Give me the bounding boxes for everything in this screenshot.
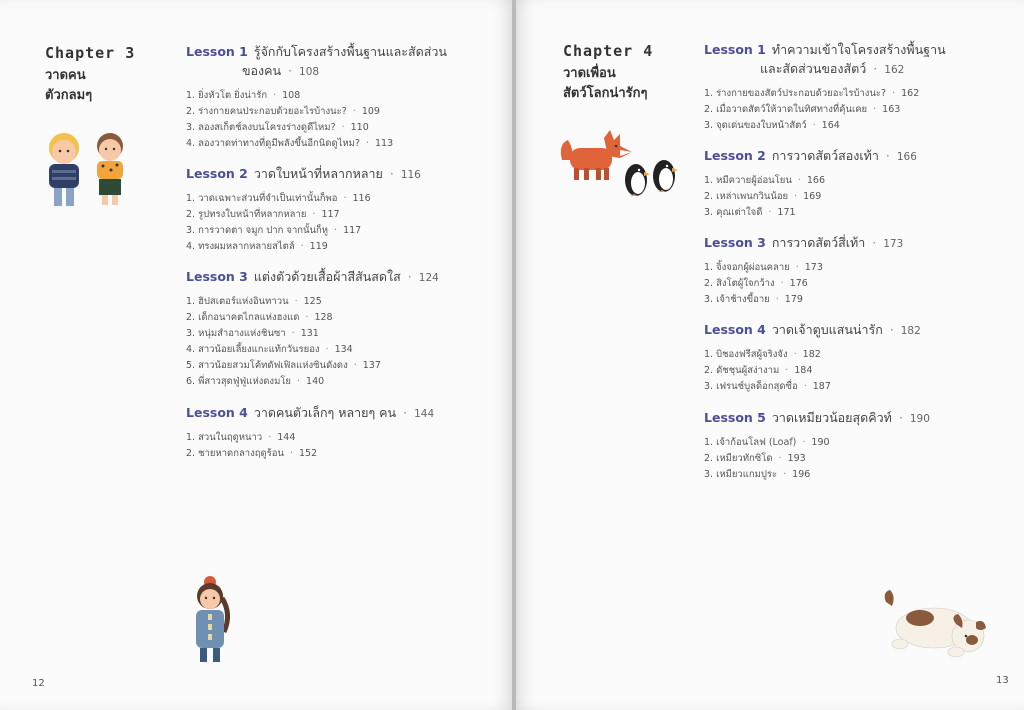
item-page: 164: [821, 120, 840, 131]
list-item: 1. ยิ่งหัวโต ยิ่งน่ารัก · 108: [186, 90, 301, 101]
item-text: 5. สาวน้อยสวมโค้ทดัฟเฟิลแห่งซินดังดง: [186, 360, 348, 371]
lesson-block: [186, 42, 486, 152]
lesson-heading: Lesson 2 การวาดสัตว์สองเท้า · 166: [704, 148, 917, 163]
item-text: 1. เจ้าก้อนโลฟ (Loaf): [704, 437, 797, 448]
item-page: 173: [804, 262, 823, 273]
item-page: 117: [343, 225, 362, 236]
lesson-block: [704, 408, 1004, 483]
list-item: 1. ฮิปสเตอร์แห่งอินทาวน · 125: [186, 296, 322, 307]
list-item: 4. สาวน้อยเลี้ยงแกะแท้กวันรยอง · 134: [186, 344, 353, 355]
item-page: 182: [802, 349, 821, 360]
item-text: 2. เด็กอนาคตไกลแห่งฮงแด: [186, 312, 300, 323]
lesson-page: 116: [400, 169, 421, 181]
item-page: 176: [789, 278, 808, 289]
item-text: 1. หมีควายผู้อ่อนโยน: [704, 175, 792, 186]
item-page: 187: [812, 381, 831, 392]
item-page: 117: [321, 209, 340, 220]
chapter-title-line: วาดคน: [45, 68, 86, 83]
item-page: 116: [352, 193, 371, 204]
list-item: 2. ดัชชุนผู้สง่างาม · 184: [704, 365, 813, 376]
item-page: 134: [334, 344, 353, 355]
list-item: 2. รูปทรงใบหน้าที่หลากหลาย · 117: [186, 209, 340, 220]
item-text: 4. สาวน้อยเลี้ยงแกะแท้กวันรยอง: [186, 344, 320, 355]
lesson-heading: Lesson 1 รู้จักกับโครงสร้างพื้นฐานและสัดส่วน ของคน · 108: [186, 44, 447, 78]
lesson-page: 108: [299, 66, 320, 78]
item-text: 6. พี่สาวสุดฟู่ฟู่แห่งดงมโย: [186, 376, 291, 387]
lesson-heading: Lesson 2 วาดใบหน้าที่หลากหลาย · 116: [186, 166, 421, 181]
list-item: 2. เมื่อวาดสัตว์ให้วาดในทิศทางที่คุ้นเคย · 163: [704, 104, 901, 115]
lesson-page: 182: [900, 325, 921, 337]
item-text: 3. เฟรนช์บูลด็อกสุดซื่อ: [704, 381, 798, 392]
item-text: 3. เจ้าช้างขี้อาย: [704, 294, 770, 305]
lesson-number: Lesson 4: [186, 405, 248, 420]
lesson-title: การวาดสัตว์สองเท้า: [771, 148, 879, 163]
list-item: 3. เหมียวแกมปูระ · 196: [704, 469, 811, 480]
list-item: 1. วาดเฉพาะส่วนที่จำเป็นเท่านั้นก็พอ · 116: [186, 193, 371, 204]
lesson-title: ทำความเข้าใจโครงสร้างพื้นฐาน: [771, 42, 946, 57]
item-text: 2. ดัชชุนผู้สง่างาม: [704, 365, 780, 376]
item-text: 3. คุณเต่าใจดี: [704, 207, 763, 218]
item-page: 163: [882, 104, 901, 115]
lesson-heading: Lesson 4 วาดเจ้าตูบแสนน่ารัก · 182: [704, 322, 921, 337]
item-text: 2. ร่างกายคนประกอบด้วยอะไรบ้างนะ?: [186, 106, 347, 117]
item-text: 4. ทรงผมหลากหลายสไตล์: [186, 241, 295, 252]
right-page: [516, 0, 1024, 710]
lesson-number: Lesson 1: [704, 42, 766, 57]
item-text: 1. บิชองฟรีสผู้จริงจัง: [704, 349, 788, 360]
item-page: 169: [803, 191, 822, 202]
list-item: 6. พี่สาวสุดฟู่ฟู่แห่งดงมโย · 140: [186, 376, 325, 387]
item-text: 3. จุดเด่นของใบหน้าสัตว์: [704, 120, 807, 131]
lesson-block: [186, 164, 486, 255]
item-page: 140: [306, 376, 325, 387]
item-text: 4. ลองวาดท่าทางที่ดูมีพลังขึ้นอีกนิดดูไหม?: [186, 138, 360, 149]
two-people-illustration: [40, 128, 132, 212]
list-item: 1. หมีควายผู้อ่อนโยน · 166: [704, 175, 826, 186]
lesson-items: [704, 347, 1004, 395]
lesson-title: วาดใบหน้าที่หลากหลาย: [253, 166, 383, 181]
list-item: 3. การวาดตา จมูก ปาก จากนั้นก็หู · 117: [186, 225, 362, 236]
lesson-title: แต่งตัวด้วยเสื้อผ้าสีสันสดใส: [253, 269, 401, 284]
list-item: 3. คุณเต่าใจดี · 171: [704, 207, 796, 218]
item-page: 144: [277, 432, 296, 443]
chapter-title-line: สัตว์โลกน่ารักๆ: [563, 86, 648, 101]
list-item: 4. ลองวาดท่าทางที่ดูมีพลังขึ้นอีกนิดดูไหม? · 113: [186, 138, 394, 149]
lesson-title: วาดเหมียวน้อยสุดคิวท์: [771, 410, 892, 425]
list-item: 3. จุดเด่นของใบหน้าสัตว์ · 164: [704, 120, 840, 131]
item-text: 2. เหมียวทักซิโด: [704, 453, 773, 464]
lesson-number: Lesson 5: [704, 410, 766, 425]
item-text: 3. การวาดตา จมูก ปาก จากนั้นก็หู: [186, 225, 329, 236]
item-page: 179: [784, 294, 803, 305]
lesson-block: [186, 267, 486, 390]
item-page: 166: [806, 175, 826, 186]
chapter-label: Chapter 3: [45, 44, 136, 62]
lesson-heading: Lesson 3 การวาดสัตว์สี่เท้า · 173: [704, 235, 904, 250]
lesson-title: รู้จักกับโครงสร้างพื้นฐานและสัดส่วน: [253, 44, 447, 59]
item-page: 137: [362, 360, 381, 371]
lesson-block: [704, 320, 1004, 395]
page-number: 12: [32, 678, 45, 689]
lesson-heading: Lesson 3 แต่งตัวด้วยเสื้อผ้าสีสันสดใส · 124: [186, 269, 439, 284]
item-text: 1. สวนในฤดูหนาว: [186, 432, 263, 443]
item-page: 152: [299, 448, 318, 459]
list-item: 3. หนุ่มสำอางแห่งชินซา · 131: [186, 328, 319, 339]
item-page: 196: [792, 469, 811, 480]
item-page: 162: [901, 88, 920, 99]
girl-coat-illustration: [186, 574, 238, 668]
item-page: 110: [350, 122, 369, 133]
lesson-number: Lesson 2: [704, 148, 766, 163]
item-page: 113: [375, 138, 394, 149]
list-item: 2. เด็กอนาคตไกลแห่งฮงแด · 128: [186, 312, 333, 323]
list-item: 3. เจ้าช้างขี้อาย · 179: [704, 294, 803, 305]
item-text: 3. หนุ่มสำอางแห่งชินซา: [186, 328, 286, 339]
list-item: 1. เจ้าก้อนโลฟ (Loaf) · 190: [704, 437, 830, 448]
lesson-heading: Lesson 5 วาดเหมียวน้อยสุดคิวท์ · 190: [704, 410, 930, 425]
lesson-items: [704, 435, 1004, 483]
list-item: 2. ร่างกายคนประกอบด้วยอะไรบ้างนะ? · 109: [186, 106, 380, 117]
lesson-items: [704, 86, 1004, 134]
item-text: 2. รูปทรงใบหน้าที่หลากหลาย: [186, 209, 307, 220]
list-item: 2. สิงโตผู้ใจกว้าง · 176: [704, 278, 808, 289]
list-item: 1. บิชองฟรีสผู้จริงจัง · 182: [704, 349, 821, 360]
lesson-block: [186, 403, 486, 462]
lesson-items: [186, 430, 486, 462]
lesson-block: [704, 146, 1004, 221]
item-page: 119: [309, 241, 328, 252]
lesson-title: การวาดสัตว์สี่เท้า: [771, 235, 866, 250]
item-page: 108: [282, 90, 301, 101]
list-item: 2. ชายหาดกลางฤดูร้อน · 152: [186, 448, 318, 459]
item-text: 2. เมื่อวาดสัตว์ให้วาดในทิศทางที่คุ้นเคย: [704, 104, 868, 115]
item-page: 109: [361, 106, 380, 117]
item-text: 1. ฮิปสเตอร์แห่งอินทาวน: [186, 296, 289, 307]
lesson-title-continued: ของคน: [242, 63, 282, 78]
lesson-items: [704, 260, 1004, 308]
list-item: 5. สาวน้อยสวมโค้ทดัฟเฟิลแห่งซินดังดง · 137: [186, 360, 381, 371]
item-text: 1. วาดเฉพาะส่วนที่จำเป็นเท่านั้นก็พอ: [186, 193, 338, 204]
item-text: 2. สิงโตผู้ใจกว้าง: [704, 278, 775, 289]
page-number: 13: [996, 675, 1009, 686]
lesson-number: Lesson 1: [186, 44, 248, 59]
item-text: 1. ร่างกายของสัตว์ประกอบด้วยอะไรบ้างนะ?: [704, 88, 887, 99]
item-page: 184: [794, 365, 813, 376]
lesson-heading: Lesson 1 ทำความเข้าใจโครงสร้างพื้นฐาน และสัดส่วนของสัตว์ · 162: [704, 42, 946, 76]
item-page: 131: [300, 328, 319, 339]
item-text: 3. เหมียวแกมปูระ: [704, 469, 778, 480]
item-page: 128: [314, 312, 333, 323]
lesson-title: วาดคนตัวเล็กๆ หลายๆ คน: [253, 405, 397, 420]
list-item: 4. ทรงผมหลากหลายสไตล์ · 119: [186, 241, 328, 252]
lesson-page: 124: [418, 272, 439, 284]
dog-illustration: [880, 588, 992, 668]
lesson-page: 190: [909, 413, 930, 425]
lesson-page: 166: [896, 151, 917, 163]
lesson-block: [704, 233, 1004, 308]
list-item: 3. ลองสเก็ตช์ลงบนโครงร่างดูดีไหม? · 110: [186, 122, 369, 133]
item-text: 2. ชายหาดกลางฤดูร้อน: [186, 448, 284, 459]
lesson-items: [186, 88, 486, 152]
lesson-heading: Lesson 4 วาดคนตัวเล็กๆ หลายๆ คน · 144: [186, 405, 435, 420]
item-text: 1. จิ้งจอกผู้ผ่อนคลาย: [704, 262, 790, 273]
lesson-page: 144: [414, 408, 435, 420]
fox-penguins-illustration: [558, 130, 688, 202]
lesson-title: วาดเจ้าตูบแสนน่ารัก: [771, 322, 883, 337]
chapter-title: [45, 66, 92, 106]
list-item: 2. เหล่าเพนกวินน้อย · 169: [704, 191, 822, 202]
item-page: 193: [787, 453, 806, 464]
list-item: 1. สวนในฤดูหนาว · 144: [186, 432, 296, 443]
lesson-items: [186, 191, 486, 255]
chapter-title: [563, 64, 648, 104]
list-item: 3. เฟรนช์บูลด็อกสุดซื่อ · 187: [704, 381, 831, 392]
list-item: 1. จิ้งจอกผู้ผ่อนคลาย · 173: [704, 262, 823, 273]
lesson-page: 162: [884, 64, 905, 76]
lesson-items: [186, 294, 486, 390]
lesson-number: Lesson 4: [704, 322, 766, 337]
item-text: 2. เหล่าเพนกวินน้อย: [704, 191, 789, 202]
lesson-number: Lesson 2: [186, 166, 248, 181]
item-page: 190: [811, 437, 830, 448]
lesson-block: [704, 40, 1004, 134]
item-text: 1. ยิ่งหัวโต ยิ่งน่ารัก: [186, 90, 268, 101]
list-item: 1. ร่างกายของสัตว์ประกอบด้วยอะไรบ้างนะ? · 162: [704, 88, 920, 99]
lesson-items: [704, 173, 1004, 221]
item-page: 125: [303, 296, 322, 307]
chapter-label: Chapter 4: [563, 42, 654, 60]
list-item: 2. เหมียวทักซิโด · 193: [704, 453, 806, 464]
item-text: 3. ลองสเก็ตช์ลงบนโครงร่างดูดีไหม?: [186, 122, 336, 133]
lesson-title-continued: และสัดส่วนของสัตว์: [760, 61, 867, 76]
lesson-number: Lesson 3: [704, 235, 766, 250]
lesson-page: 173: [883, 238, 904, 250]
item-page: 171: [777, 207, 796, 218]
lesson-number: Lesson 3: [186, 269, 248, 284]
chapter-title-line: ตัวกลมๆ: [45, 88, 93, 103]
chapter-title-line: วาดเพื่อน: [563, 66, 616, 81]
